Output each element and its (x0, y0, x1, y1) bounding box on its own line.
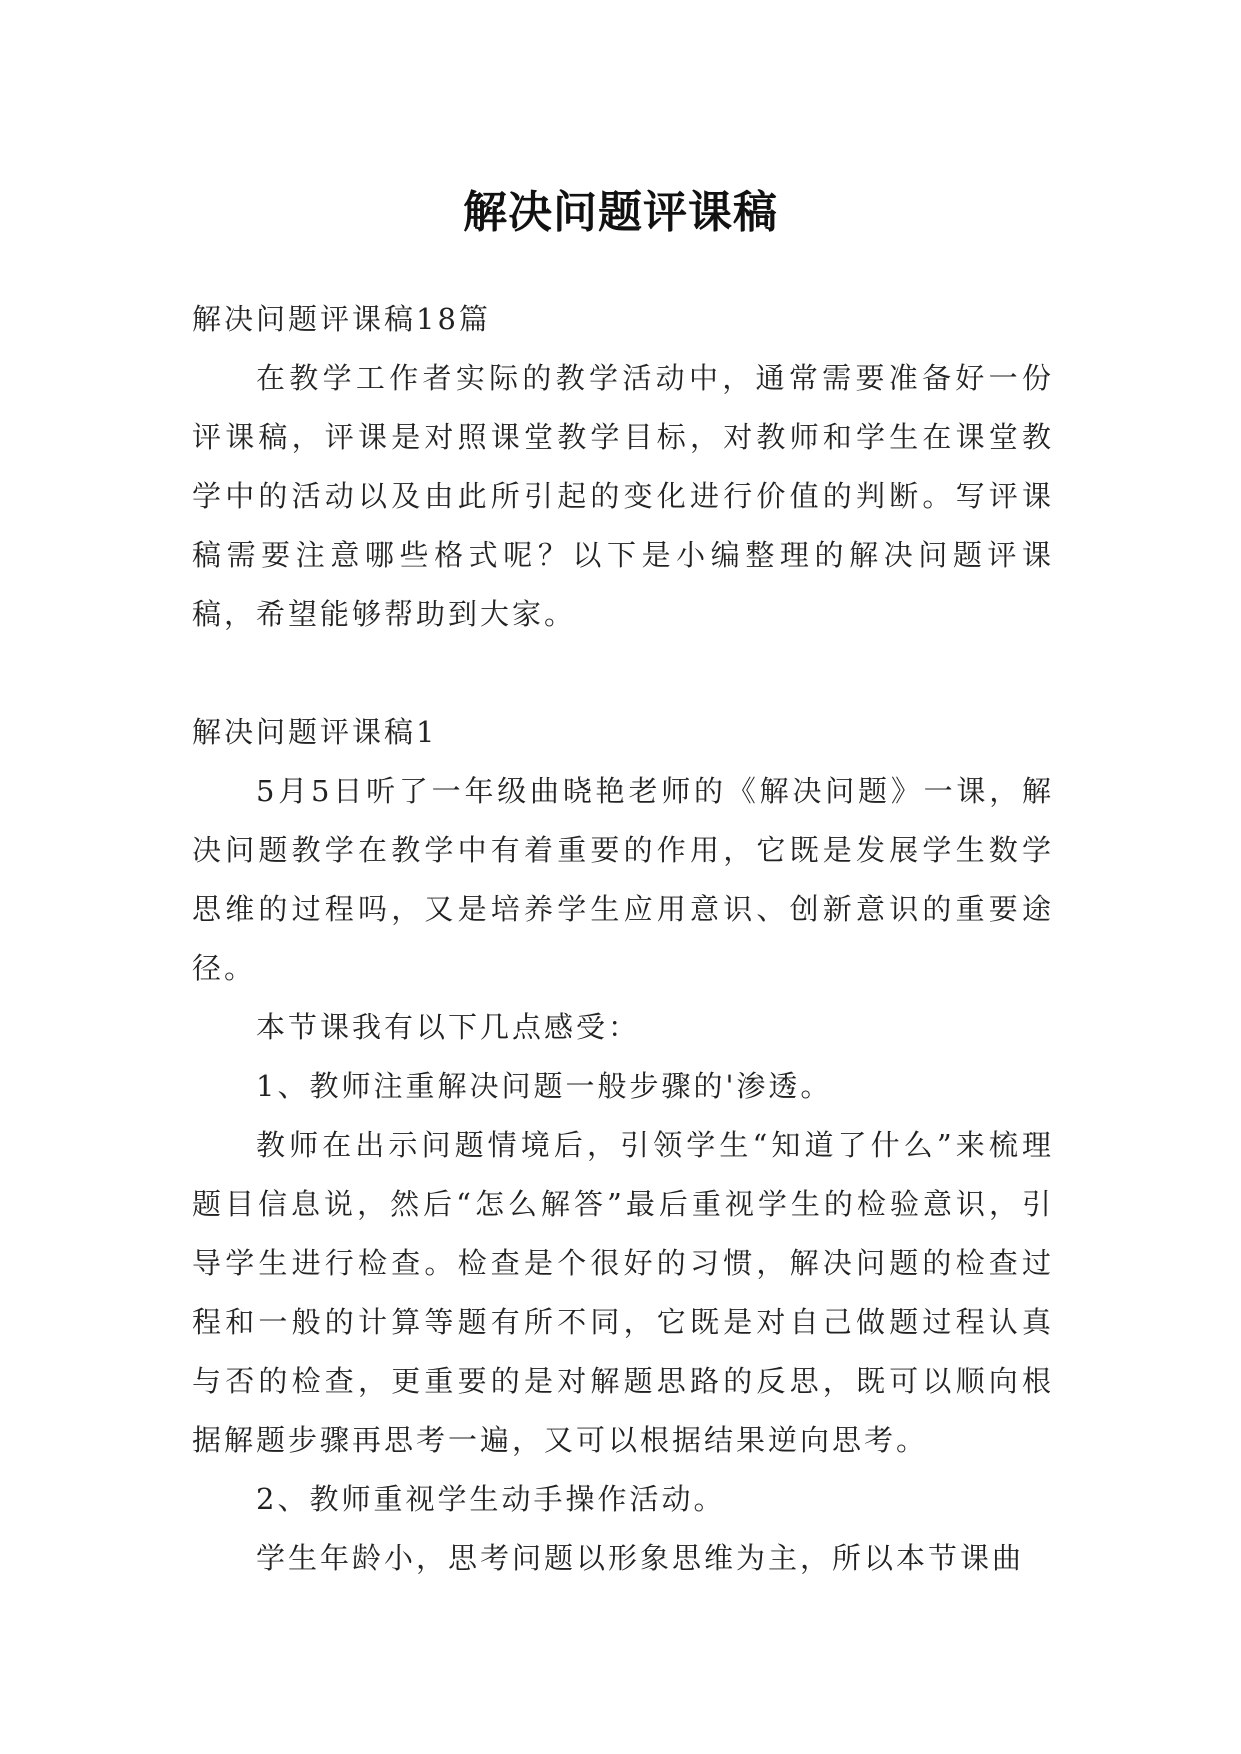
document-title: 解决问题评课稿 (463, 187, 778, 239)
body-paragraph: 本节课我有以下几点感受： (256, 1010, 641, 1044)
section-heading: 解决问题评课稿1 (192, 715, 438, 749)
numbered-point: 1、教师注重解决问题一般步骤的'渗透。 (256, 1069, 833, 1103)
paragraph-spacer (192, 644, 1054, 703)
numbered-point: 2、教师重视学生动手操作活动。 (256, 1482, 726, 1516)
document-body (192, 290, 1054, 1588)
body-paragraph: 学生年龄小，思考问题以形象思维为主，所以本节课曲 (256, 1541, 1025, 1575)
body-paragraph: 教师在出示问题情境后，引领学生“知道了什么”来梳理题目信息说，然后“怎么解答”最后重视学生的检验意识，引导学生进行检查。检查是个很好的习惯，解决问题的检查过程和一般的计算等题有所不同，它既是对自己做题过程认真与否的检查，更重要的是对解题思路的反思，既可以顺向根据解题步骤再思考一遍，又可以根据结果逆向思考。 (192, 1128, 1054, 1457)
intro-paragraph: 在教学工作者实际的教学活动中，通常需要准备好一份评课稿，评课是对照课堂教学目标，对教师和学生在课堂教学中的活动以及由此所引起的变化进行价值的判断。写评课稿需要注意哪些格式呢？以下是小编整理的解决问题评课稿，希望能够帮助到大家。 (192, 361, 1054, 631)
collection-heading: 解决问题评课稿18篇 (192, 302, 491, 336)
body-paragraph: 5月5日听了一年级曲晓艳老师的《解决问题》一课，解决问题教学在教学中有着重要的作用，它既是发展学生数学思维的过程吗，又是培养学生应用意识、创新意识的重要途径。 (192, 774, 1054, 985)
